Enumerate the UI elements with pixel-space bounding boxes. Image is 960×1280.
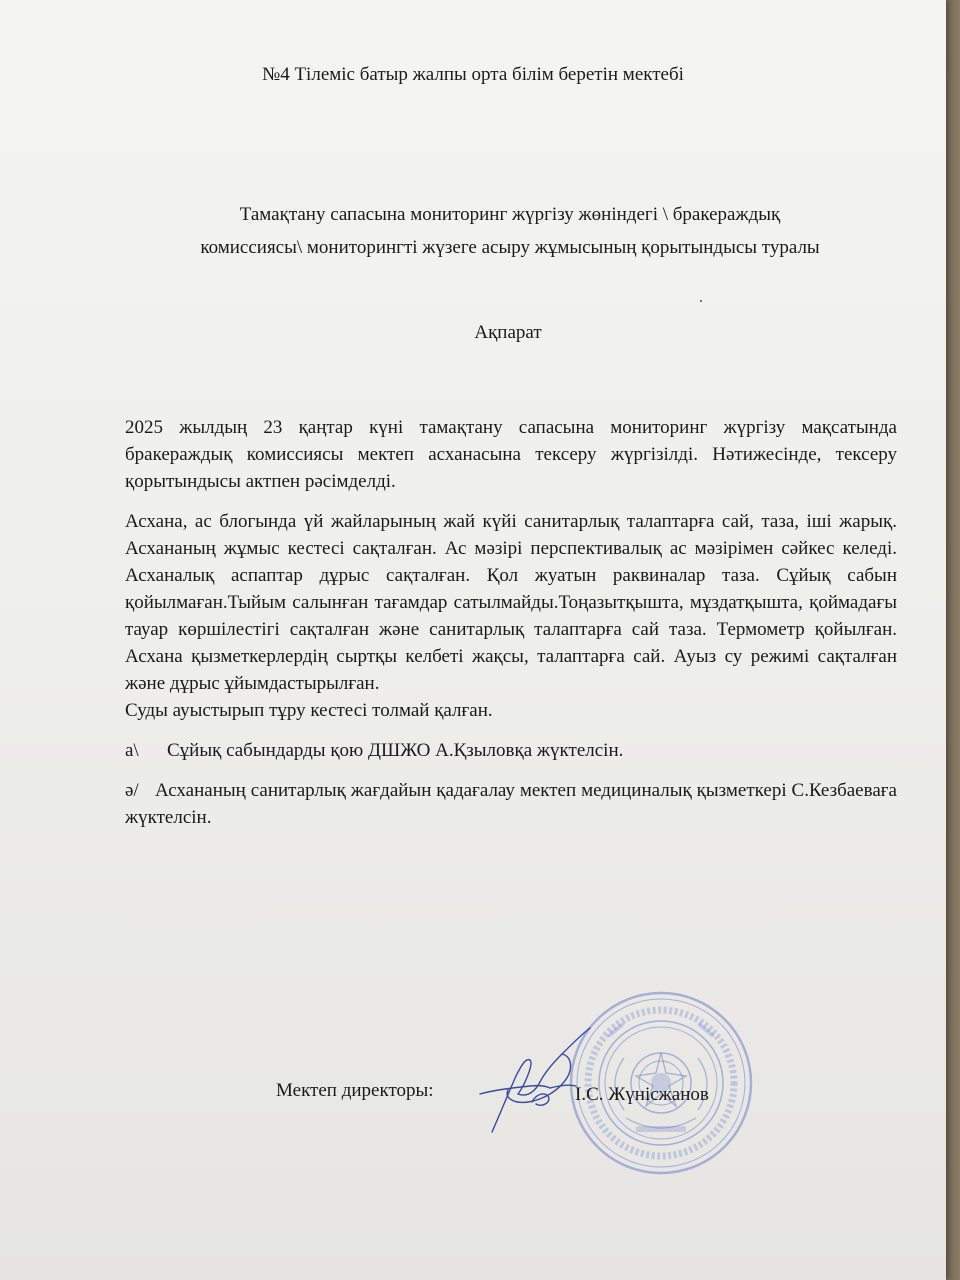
paper-speck: [700, 300, 702, 302]
document-type: Ақпарат: [474, 322, 542, 343]
document-body: [125, 414, 897, 831]
paragraph-findings-last-line: Суды ауыстырып тұру кестесі толмай қалған.: [125, 700, 493, 721]
item-b-marker: ә/: [125, 780, 139, 801]
order-item-b: [125, 777, 897, 831]
document-title: [120, 198, 900, 264]
item-b-text: Асхананың санитарлық жағдайын қадағалау мектеп медициналық қызметкері С.Кезбаеваға жүктелсін.: [125, 780, 897, 828]
order-item-a: [125, 737, 897, 764]
paragraph-findings: Асхана, ас блогында үй жайларының жай күйі санитарлық талаптарға сай, таза, іші жарық. Асхананың жұмыс кестесі сақталған. Ас мәзірі перспективалық ас мәзірімен сәйкес келеді. Асханалық аспаптар дұрыс сақталған. Қол жуатын раквиналар таза. Сұйық сабын қойылмаған.Тыйым салынған тағамдар сатылмайды.Тоңазытқышта, мұздатқышта, қоймадағы тауар көршілестігі сақталған және санитарлық талаптарға сай таза. Термометр қойылған. Асхана қызметкерлердің сыртқы келбеті жақсы, талаптарға сай. Ауыз су режимі сақталған және дұрыс ұйымдастырылған.: [125, 511, 897, 694]
item-a-marker: а\: [125, 740, 139, 761]
director-signature: [478, 1024, 598, 1136]
item-a-text: Сұйық сабындарды қою ДШЖО А.Қзыловқа жүктелсін.: [167, 740, 624, 761]
title-line-1: Тамақтану сапасына мониторинг жүргізу жөніндегі \ бракераждық: [239, 204, 781, 225]
title-line-2: комиссиясы\ мониторингті жүзеге асыру жұмысының қорытындысы туралы: [200, 237, 820, 258]
director-name: І.С. Жүнісжанов: [575, 1084, 709, 1105]
school-name: №4 Тілеміс батыр жалпы орта білім беретін мектебі: [262, 64, 684, 85]
paragraph-intro: 2025 жылдың 23 қаңтар күні тамақтану сапасына мониторинг жүргізу мақсатында бракераждық комиссиясы мектеп асханасына тексеру жүргізілді. Нәтижесінде, тексеру қорытындысы актпен рәсімделді.: [125, 417, 897, 492]
signature-label: Мектеп директоры:: [276, 1080, 434, 1101]
